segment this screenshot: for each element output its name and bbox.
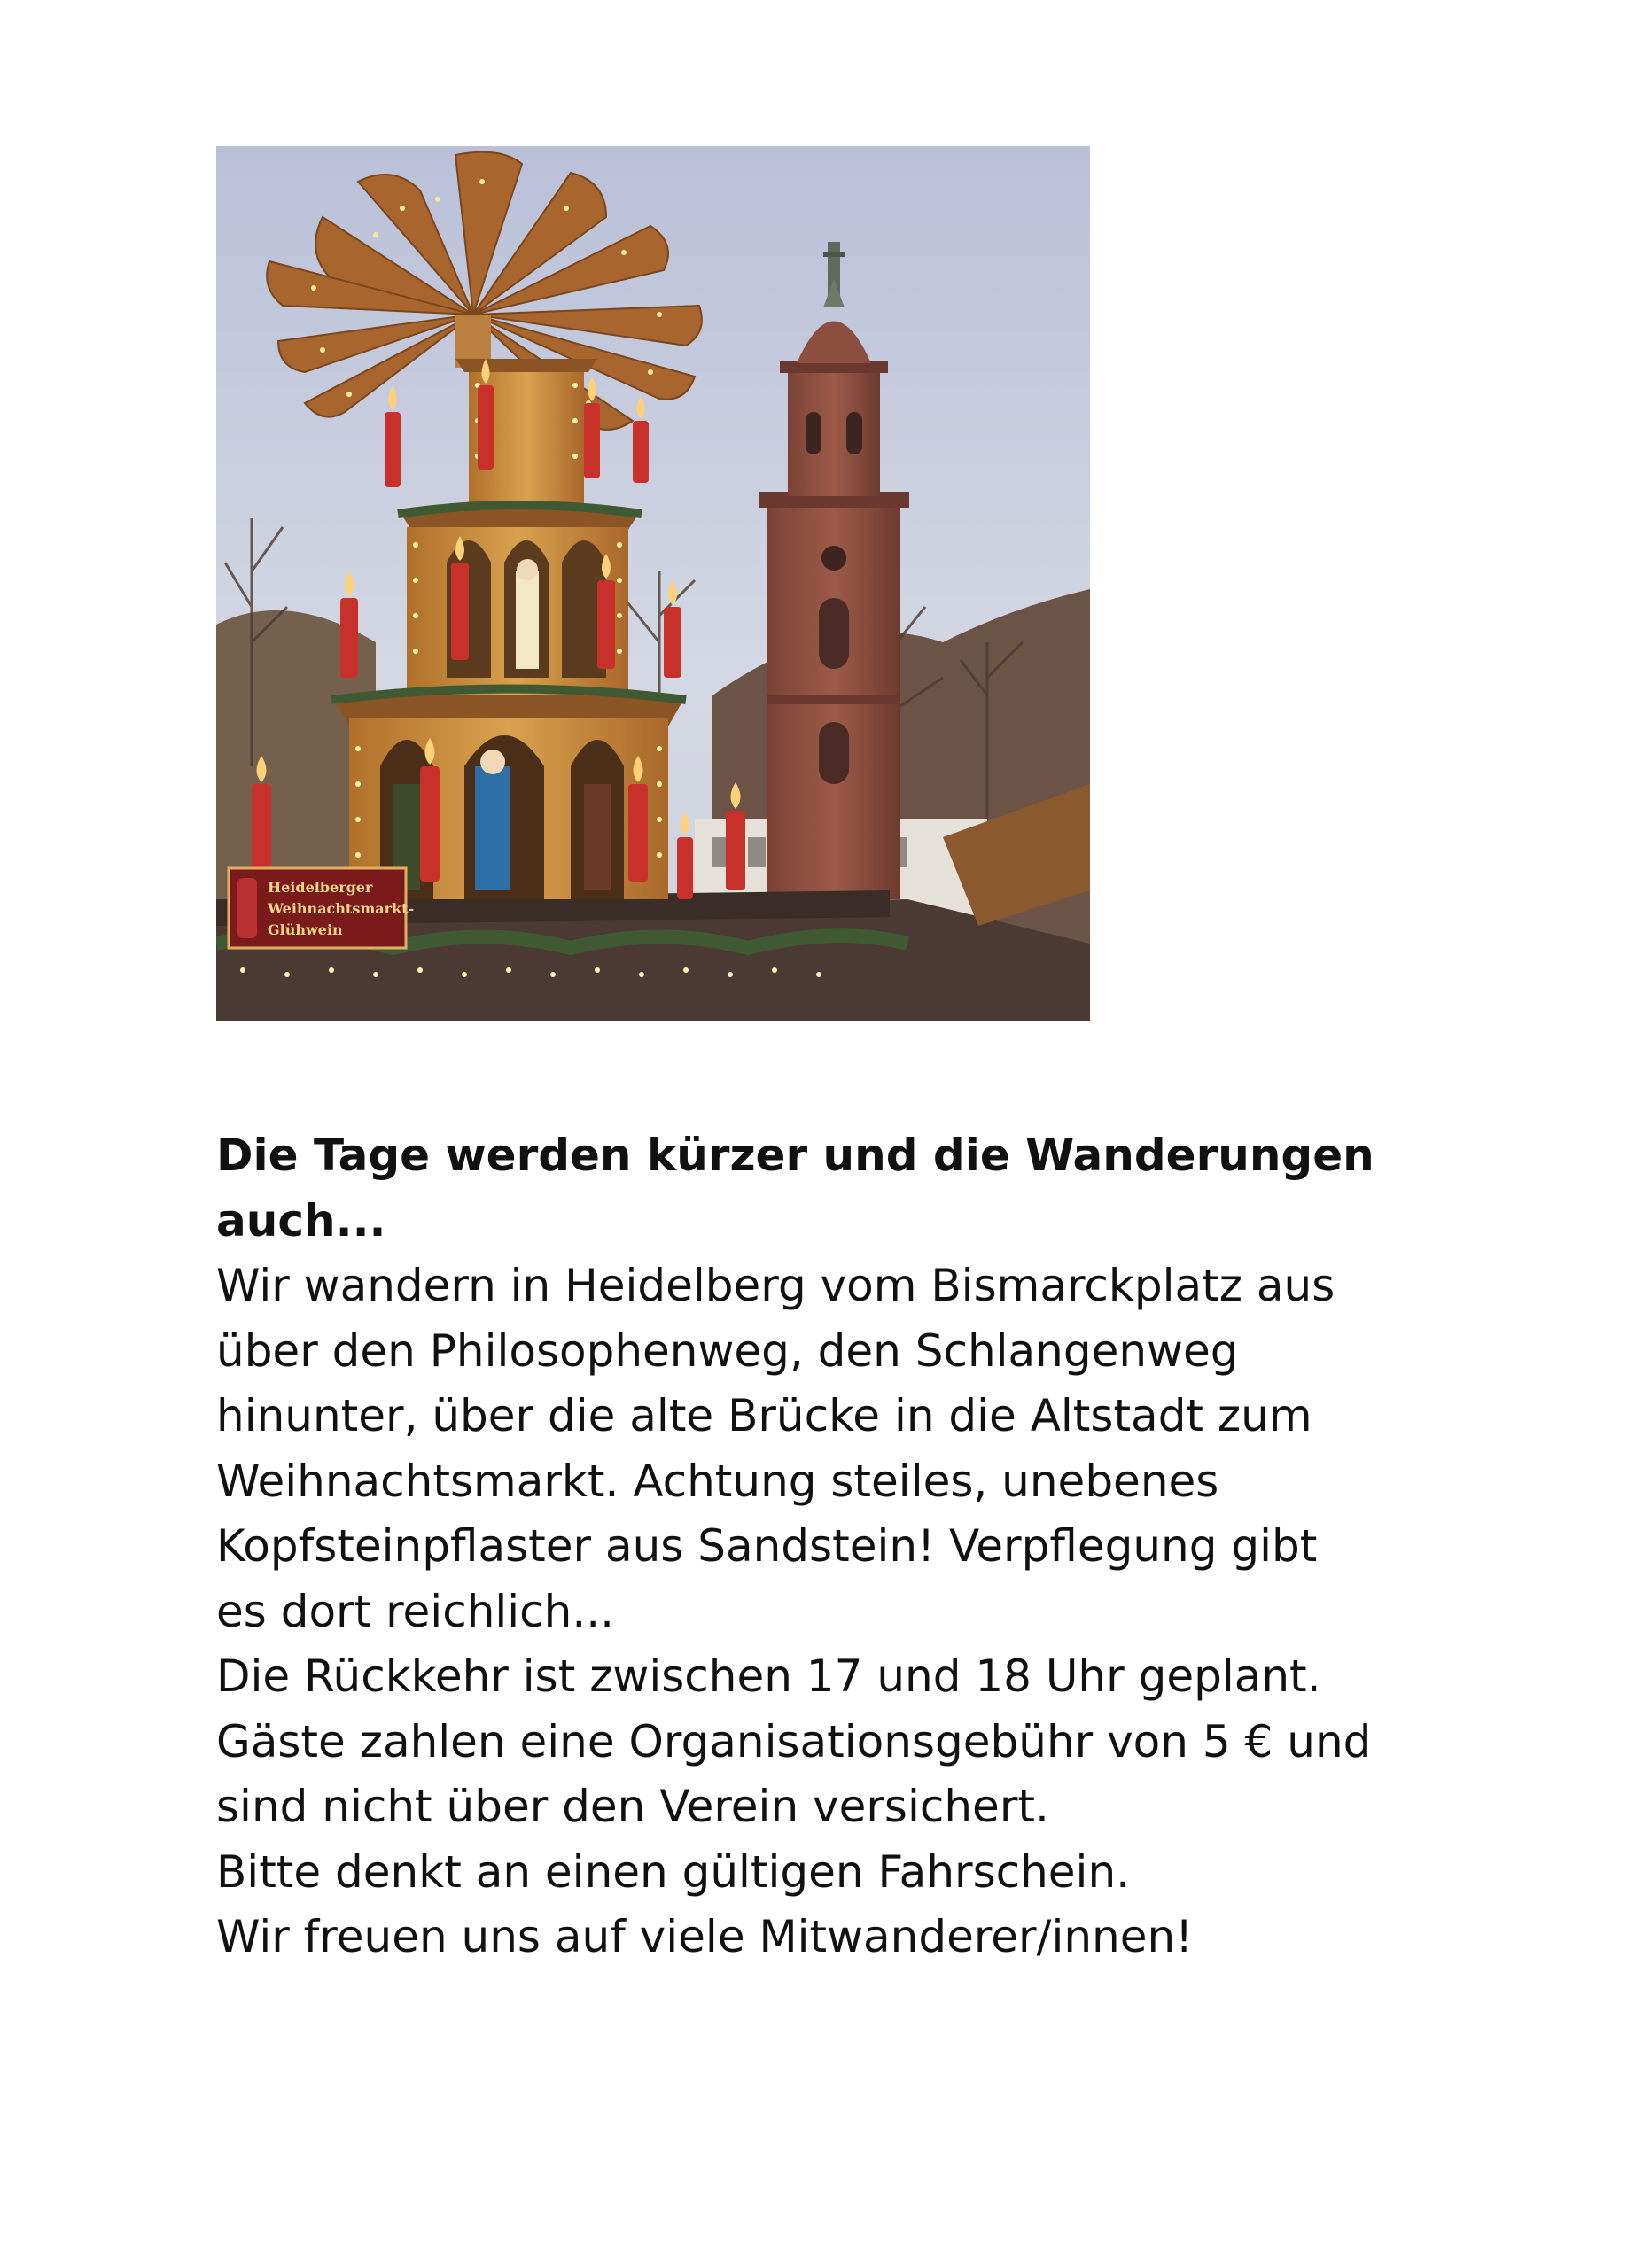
christmas-market-photo	[216, 146, 1090, 1021]
announcement-text	[216, 1123, 1475, 1970]
body-line-7: Die Rückkehr ist zwischen 17 und 18 Uhr geplant.	[216, 1651, 1321, 1702]
body-line-1: Wir wandern in Heidelberg vom Bismarckplatz aus	[216, 1260, 1335, 1311]
body-line-11: Wir freuen uns auf viele Mitwanderer/innen!	[216, 1911, 1194, 1962]
sign-line-3: Glühwein	[268, 921, 343, 938]
body-line-5: Kopfsteinpflaster aus Sandstein! Verpflegung gibt	[216, 1520, 1318, 1572]
body-line-3: hinunter, über die alte Brücke in die Altstadt zum	[216, 1390, 1312, 1441]
headline-line-1: Die Tage werden kürzer und die Wanderungen	[216, 1130, 1374, 1181]
body-line-10: Bitte denkt an einen gültigen Fahrschein.	[216, 1845, 1131, 1898]
sign-line-1: Heidelberger	[268, 879, 373, 896]
body-line-2: über den Philosophenweg, den Schlangenweg	[216, 1324, 1239, 1377]
headline-line-2: auch...	[216, 1194, 386, 1247]
body-line-4: Weihnachtsmarkt. Achtung steiles, unebenes	[216, 1455, 1219, 1507]
body-line-8: Gäste zahlen eine Organisationsgebühr von 5 € und	[216, 1715, 1372, 1767]
body-line-9: sind nicht über den Verein versichert.	[216, 1781, 1049, 1832]
sign-line-2: Weihnachtsmarkt-	[268, 900, 415, 917]
gluehwein-sign	[229, 868, 414, 948]
body-line-6: es dort reichlich...	[216, 1585, 615, 1637]
